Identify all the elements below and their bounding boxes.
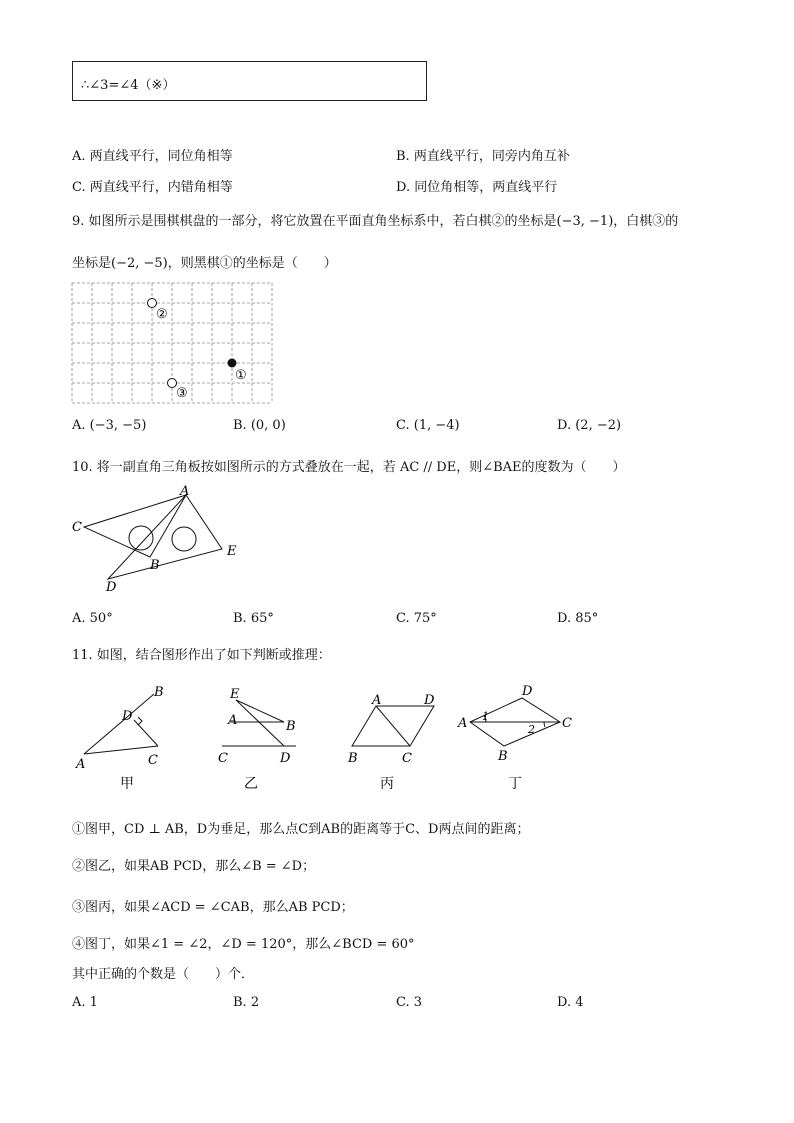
label-B: B: [154, 685, 164, 700]
label-stone-2: ②: [156, 307, 168, 322]
label-D: D: [424, 693, 435, 708]
label-B: B: [348, 751, 358, 766]
q11-statement-3: ③图丙，如果∠ACD = ∠CAB，那么AB PCD；: [72, 900, 354, 915]
q10-option-c[interactable]: C. 75°: [396, 611, 437, 626]
go-board-figure: [72, 283, 274, 405]
figure-bing: [344, 682, 444, 794]
label-A: A: [372, 693, 382, 708]
triangle-hole-left: [129, 526, 153, 550]
q10-option-b[interactable]: B. 65°: [233, 611, 274, 626]
label-2: 2: [528, 723, 535, 736]
q8-option-c[interactable]: C. 两直线平行，内错角相等: [72, 180, 233, 195]
q11-statement-2: ②图乙，如果AB PCD，那么∠B = ∠D；: [72, 859, 316, 874]
q11-option-a[interactable]: A. 1: [72, 995, 98, 1010]
q9-option-c[interactable]: C. (1, −4): [396, 418, 460, 433]
label-B: B: [286, 719, 296, 734]
caption-ding: 丁: [508, 776, 522, 792]
label-A: A: [76, 757, 86, 772]
label-C: C: [72, 520, 82, 535]
triangle-set-figure: [70, 485, 250, 595]
caption-jia: 甲: [120, 776, 134, 792]
figure-yi: [214, 682, 314, 794]
label-C: C: [562, 716, 572, 731]
q11-question-count: 其中正确的个数是（ ）个．: [72, 967, 255, 982]
q9-option-b[interactable]: B. (0, 0): [233, 418, 286, 433]
label-1: 1: [482, 710, 489, 723]
caption-yi: 乙: [244, 776, 258, 792]
label-E: E: [227, 544, 237, 559]
label-stone-3: ③: [176, 386, 188, 401]
right-angle-mark: [138, 717, 142, 725]
q9-question-line1: 9. 如图所示是围棋棋盘的一部分，将它放置在平面直角坐标系中，若白棋②的坐标是(−3, −1)，白棋③的: [72, 214, 679, 229]
label-D: D: [280, 751, 291, 766]
q8-option-d[interactable]: D. 同位角相等，两直线平行: [396, 180, 558, 195]
q10-option-d[interactable]: D. 85°: [557, 611, 599, 626]
q9-option-a[interactable]: A. (−3, −5): [72, 418, 147, 433]
q9-question-line2: 坐标是(−2, −5)，则黑棋①的坐标是（ ）: [72, 256, 337, 271]
q11-option-d[interactable]: D. 4: [557, 995, 584, 1010]
label-C: C: [148, 753, 158, 768]
q11-statement-1: ①图甲，CD ⊥ AB，D为垂足，那么点C到AB的距离等于C、D两点间的距离；: [72, 822, 530, 837]
label-D: D: [122, 709, 133, 724]
q11-statement-4: ④图丁，如果∠1 = ∠2，∠D = 120°，那么∠BCD = 60°: [72, 937, 415, 952]
reasoning-line: ∴∠3=∠4（※）: [81, 78, 176, 93]
label-D: D: [522, 684, 533, 699]
q11-option-b[interactable]: B. 2: [233, 995, 260, 1010]
caption-bing: 丙: [380, 776, 394, 792]
figure-jia: [72, 682, 172, 794]
label-A: A: [180, 484, 190, 499]
black-stone-1: [228, 359, 237, 368]
triangle-ADE: [108, 495, 222, 579]
label-A: A: [228, 713, 238, 728]
figure-ding: [456, 682, 576, 794]
triangle-hole-right: [172, 527, 196, 551]
q10-question: 10. 将一副直角三角板按如图所示的方式叠放在一起，若 AC // DE，则∠BAE的度数为（ ）: [72, 460, 626, 475]
angle-2-arc: [544, 722, 545, 727]
label-A: A: [458, 716, 468, 731]
label-C: C: [402, 751, 412, 766]
q9-option-d[interactable]: D. (2, −2): [557, 418, 622, 433]
q11-question: 11. 如图，结合图形作出了如下判断或推理：: [72, 648, 331, 663]
label-D: D: [106, 580, 117, 595]
label-C: C: [218, 751, 228, 766]
q11-option-c[interactable]: C. 3: [396, 995, 423, 1010]
label-B: B: [150, 558, 160, 573]
q10-option-a[interactable]: A. 50°: [72, 611, 113, 626]
label-E: E: [230, 687, 240, 702]
triangle-ACB: [84, 495, 186, 557]
label-B: B: [498, 749, 508, 764]
q8-option-b[interactable]: B. 两直线平行，同旁内角互补: [396, 149, 570, 164]
reasoning-box: [72, 61, 427, 101]
label-stone-1: ①: [235, 368, 247, 383]
q8-option-a[interactable]: A. 两直线平行，同位角相等: [72, 149, 233, 164]
